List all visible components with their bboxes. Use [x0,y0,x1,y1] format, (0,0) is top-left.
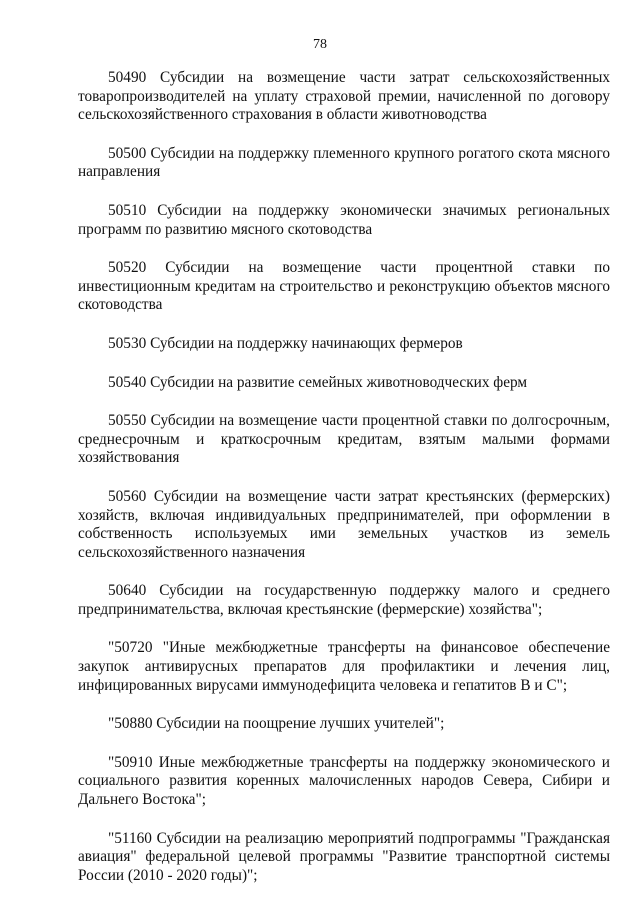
page-number: 78 [313,37,327,52]
paragraph-50910: "50910 Иные межбюджетные трансферты на поддержку экономического и социального развития коренных малочисленных народов Севера, Сибири и Дальнего Востока"; [78,753,610,809]
paragraph-50510: 50510 Субсидии на поддержку экономически значимых региональных программ по развитию мясного скотоводства [78,201,610,238]
paragraph-50520: 50520 Субсидии на возмещение части процентной ставки по инвестиционным кредитам на строительство и реконструкцию объектов мясного скотоводства [78,259,610,314]
paragraph-50640: 50640 Субсидии на государственную поддержку малого и среднего предпринимательства, включая крестьянские (фермерские) хозяйства"; [78,582,610,618]
paragraph-50880: "50880 Субсидии на поощрение лучших учителей"; [108,715,445,733]
paragraph-50560: 50560 Субсидии на возмещение части затрат крестьянских (фермерских) хозяйств, включая индивидуальных предпринимателей, при оформлении в собственность используемых ими земельных участков из земель сельскохозяйственного назначения [78,487,610,561]
paragraph-50530: 50530 Субсидии на поддержку начинающих фермеров [108,334,463,352]
paragraph-50500: 50500 Субсидии на поддержку племенного крупного рогатого скота мясного направления [78,144,610,181]
paragraph-50490: 50490 Субсидии на возмещение части затрат сельскохозяйственных товаропроизводителей на уплату страховой премии, начисленной по договору сельскохозяйственного страхования в области животноводства [78,69,610,124]
document-body [78,69,610,905]
paragraph-50720: "50720 "Иные межбюджетные трансферты на финансовое обеспечение закупок антивирусных препаратов для профилактики и лечения лиц, инфицированных вирусами иммунодефицита человека и гепатитов B и C"; [78,639,610,694]
paragraph-50550: 50550 Субсидии на возмещение части процентной ставки по долгосрочным, среднесрочным и краткосрочным кредитам, взятым малыми формами хозяйствования [78,412,610,467]
paragraph-51160: "51160 Субсидии на реализацию мероприятий подпрограммы "Гражданская авиация" федеральной целевой программы "Развитие транспортной системы России (2010 - 2020 годы)"; [78,829,610,884]
paragraph-50540: 50540 Субсидии на развитие семейных животноводческих ферм [108,373,528,391]
